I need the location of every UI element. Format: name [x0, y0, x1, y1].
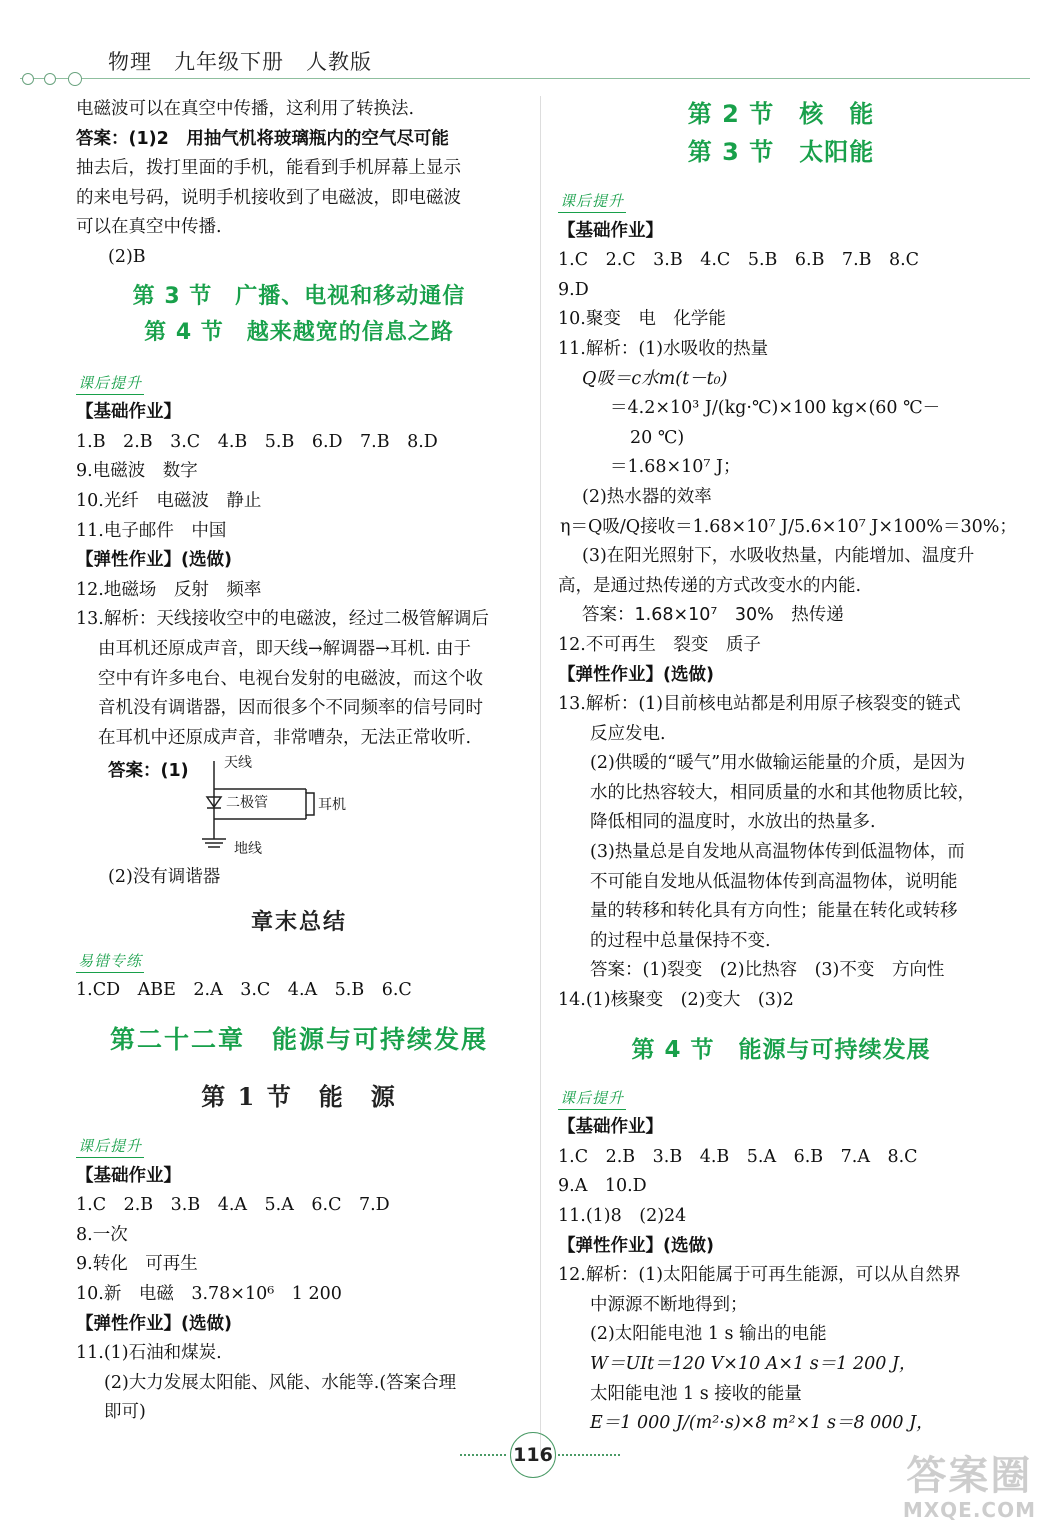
header-dot-icon — [68, 72, 82, 86]
text-line: 水的比热容较大，相同质量的水和其他物质比较， — [590, 782, 975, 803]
section-title: 第 3 节 广播、电视和移动通信 — [132, 283, 466, 309]
text-line: 空中有许多电台、电视台发射的电磁波，而这个收 — [98, 668, 483, 689]
section-tag: 课后提升 — [558, 1087, 626, 1110]
answer-line: 10.聚变 电 化学能 — [558, 309, 726, 330]
header-grade: 九年级下册 — [174, 50, 284, 74]
elastic-work-label: 【弹性作业】(选做) — [76, 1313, 232, 1334]
answer-line: 9.A 10.D — [558, 1176, 647, 1197]
formula-line: ＝1.68×10⁷ J； — [610, 457, 741, 478]
text-line: 高，是通过热传递的方式改变水的内能. — [558, 575, 862, 596]
answer-line: 9.电磁波 数字 — [76, 461, 198, 482]
formula-line: W＝UIt＝120 V×10 A×1 s＝1 200 J， — [590, 1353, 917, 1374]
text-line: 由耳机还原成声音，即天线→解调器→耳机. 由于 — [98, 638, 471, 659]
answer-line: 12.地磁场 反射 频率 — [76, 579, 262, 600]
header-title — [108, 46, 372, 76]
text-line: 太阳能电池 1 s 接收的能量 — [590, 1383, 802, 1404]
answer-line: 9.D — [558, 279, 589, 300]
text-line: (3)在阳光照射下，水吸收热量，内能增加、温度升 — [582, 546, 975, 567]
watermark — [903, 1454, 1036, 1522]
radio-circuit-diagram — [76, 753, 522, 863]
text-line: 可以在真空中传播. — [76, 217, 222, 238]
text-line: 降低相同的温度时，水放出的热量多. — [590, 812, 876, 833]
answer-line: 12.解析：(1)太阳能属于可再生能源，可以从自然界 — [558, 1265, 961, 1286]
section-title: 第 1 节 能 源 — [201, 1082, 397, 1112]
text-line: (2)大力发展太阳能、风能、水能等.(答案合理 — [104, 1372, 457, 1393]
section-title: 第 4 节 越来越宽的信息之路 — [144, 319, 454, 345]
text-line: 电磁波可以在真空中传播，这利用了转换法. — [76, 99, 415, 119]
answer-line: 1.C 2.C 3.B 4.C 5.B 6.B 7.B 8.C — [558, 250, 920, 271]
section-tag: 课后提升 — [558, 190, 626, 213]
section-tag: 课后提升 — [76, 1135, 144, 1158]
text-line: 不可能自发地从低温物体传到高温物体，说明能 — [590, 871, 958, 892]
answer-label: 答案：(1) — [108, 761, 189, 782]
earphone-icon — [306, 793, 314, 815]
watermark-brand: 答案圈 — [906, 1453, 1033, 1499]
ground-label: 地线 — [234, 841, 262, 858]
answer-line: 1.C 2.B 3.B 4.A 5.A 6.C 7.D — [76, 1195, 390, 1216]
elastic-work-label: 【弹性作业】(选做) — [76, 550, 232, 571]
header-subject: 物理 — [108, 50, 152, 74]
basic-work-label: 【基础作业】 — [76, 1165, 181, 1186]
text-line: 反应发电. — [590, 723, 666, 744]
answer-line: 14.(1)核聚变 (2)变大 (3)2 — [558, 990, 794, 1011]
answer-line: 9.转化 可再生 — [76, 1254, 198, 1275]
text-line: 抽去后，拨打里面的手机，能看到手机屏幕上显示 — [76, 158, 461, 179]
answer-line: 1.C 2.B 3.B 4.B 5.A 6.B 7.A 8.C — [558, 1146, 918, 1167]
answer-line: 12.不可再生 裂变 质子 — [558, 634, 761, 655]
text-line: 的来电号码，说明手机接收到了电磁波，即电磁波 — [76, 187, 461, 208]
formula-line: ＝4.2×10³ J/(kg·℃)×100 kg×(60 ℃－ — [610, 398, 941, 419]
text-line: (2)B — [108, 246, 146, 267]
text-line: (2)供暖的“暖气”用水做输运能量的介质，是因为 — [590, 753, 966, 774]
right-column — [558, 95, 1017, 1439]
header-dot-icon — [22, 73, 34, 85]
answer-line: 8.一次 — [76, 1224, 128, 1245]
header-rule — [20, 78, 1030, 79]
header-dot-icon — [44, 73, 56, 85]
efficiency-formula: η＝Q吸/Q接收＝1.68×10⁷ J/5.6×10⁷ J×100%＝30%； — [560, 516, 1017, 537]
page-number-dots — [460, 1454, 506, 1456]
chapter-title: 第二十二章 能源与可持续发展 — [109, 1025, 488, 1055]
error-practice-tag: 易错专练 — [76, 950, 144, 973]
answer-line: (2)没有调谐器 — [108, 867, 221, 888]
answer-line: 13.解析：天线接收空中的电磁波，经过二极管解调后 — [76, 609, 489, 630]
answer-line: 1.B 2.B 3.C 4.B 5.B 6.D 7.B 8.D — [76, 431, 438, 452]
chapter-summary-title: 章末总结 — [250, 908, 347, 935]
elastic-work-label: 【弹性作业】(选做) — [558, 664, 714, 685]
answer-line: 10.新 电磁 3.78×10⁶ 1 200 — [76, 1284, 342, 1305]
text-line: 量的转移和转化具有方向性；能量在转化或转移 — [590, 901, 958, 922]
basic-work-label: 【基础作业】 — [558, 1117, 663, 1138]
left-column — [76, 95, 522, 1428]
answer-line: 11.(1)8 (2)24 — [558, 1206, 687, 1226]
answer-line: 10.光纤 电磁波 静止 — [76, 490, 262, 511]
antenna-label: 天线 — [224, 755, 252, 772]
section-title: 第 3 节 太阳能 — [687, 138, 875, 166]
answer-line: 13.解析：(1)目前核电站都是利用原子核裂变的链式 — [558, 694, 961, 715]
diode-label: 二极管 — [226, 795, 268, 812]
page-number: 116 — [510, 1432, 556, 1478]
basic-work-label: 【基础作业】 — [558, 220, 663, 241]
formula-line: 20 ℃) — [630, 427, 685, 448]
text-line: (3)热量总是自发地从高温物体传到低温物体，而 — [590, 842, 965, 863]
text-line: 音机没有调谐器，因而很多个不同频率的信号同时 — [98, 698, 483, 719]
column-divider — [540, 96, 541, 1456]
text-line: 的过程中总量保持不变. — [590, 930, 771, 951]
text-line: (2)热水器的效率 — [582, 486, 712, 507]
answer-line: 答案：(1)裂变 (2)比热容 (3)不变 方向性 — [590, 960, 945, 981]
answer-line: 11.解析：(1)水吸收的热量 — [558, 338, 769, 359]
elastic-work-label: 【弹性作业】(选做) — [558, 1235, 714, 1256]
text-line: 中源源不断地得到； — [590, 1294, 748, 1315]
section-title: 第 4 节 能源与可持续发展 — [631, 1036, 931, 1063]
text-line: 即可) — [104, 1402, 146, 1423]
text-line: 在耳机中还原成声音，非常嘈杂，无法正常收听. — [98, 727, 472, 748]
answer-line: 答案：1.68×10⁷ 30% 热传递 — [582, 605, 844, 626]
watermark-site: MXQE.COM — [902, 1498, 1036, 1522]
basic-work-label: 【基础作业】 — [76, 402, 181, 423]
answer-line: 1.CD ABE 2.A 3.C 4.A 5.B 6.C — [76, 980, 412, 1001]
earphone-label: 耳机 — [318, 797, 346, 814]
section-title: 第 2 节 核 能 — [687, 100, 875, 128]
formula-line: Q吸＝c水m(t－t₀) — [582, 368, 728, 389]
text-line: (2)太阳能电池 1 s 输出的电能 — [590, 1324, 827, 1345]
answer-line: 11.电子邮件 中国 — [76, 520, 227, 541]
section-tag: 课后提升 — [76, 372, 144, 395]
answer-line: 答案：(1)2 用抽气机将玻璃瓶内的空气尽可能 — [76, 128, 449, 149]
answer-line: 11.(1)石油和煤炭. — [76, 1343, 222, 1364]
page-number-dots — [558, 1454, 620, 1456]
text-line — [76, 125, 522, 155]
formula-line: E＝1 000 J/(m²·s)×8 m²×1 s＝8 000 J， — [590, 1413, 934, 1434]
header-edition: 人教版 — [306, 50, 372, 74]
